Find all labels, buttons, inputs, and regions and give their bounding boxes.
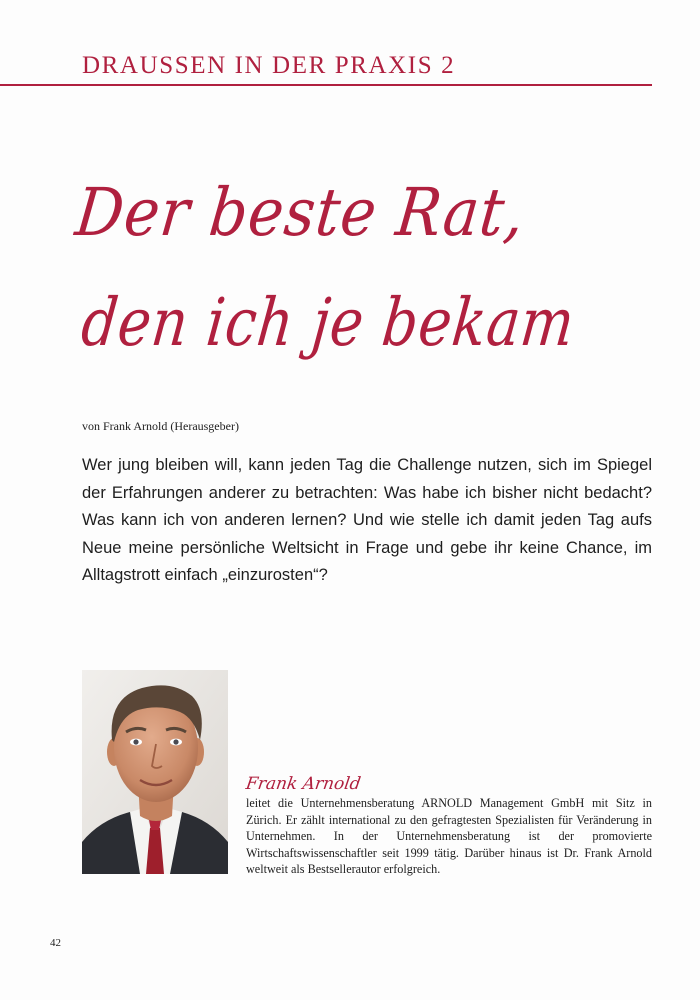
- page-number: 42: [50, 937, 61, 949]
- author-name-signature: Frank Arnold: [244, 774, 363, 794]
- headline-line-1: Der beste Rat,: [72, 174, 529, 251]
- header-rule: [0, 84, 652, 86]
- author-portrait: [82, 670, 228, 874]
- byline: von Frank Arnold (Herausgeber): [82, 419, 239, 433]
- section-title: DRAUSSEN IN DER PRAXIS 2: [82, 52, 456, 79]
- headline: [72, 158, 668, 378]
- author-bio: leitet die Unternehmensberatung ARNOLD Management GmbH mit Sitz in Zürich. Er zählt international zu den gefragtesten Spezialisten für Veränderung in Unternehmen. In der Unternehmensberatung ist der promovierte Wirtschaftswissenschaftler seit 1999 tätig. Darüber hinaus ist Dr. Frank Arnold weltweit als Bestsellerautor erfolgreich.: [246, 796, 652, 877]
- headline-line-2: den ich je bekam: [78, 284, 579, 361]
- lead-paragraph: Wer jung bleiben will, kann jeden Tag die Challenge nutzen, sich im Spiegel der Erfahrungen anderer zu betrachten: Was habe ich bisher nicht bedacht? Was kann ich von anderen lernen? Und wie stelle ich damit jeden Tag aufs Neue meine persönliche Weltsicht in Frage und gebe ihr keine Chance, im Alltagstrott einfach „einzurosten“?: [82, 456, 652, 584]
